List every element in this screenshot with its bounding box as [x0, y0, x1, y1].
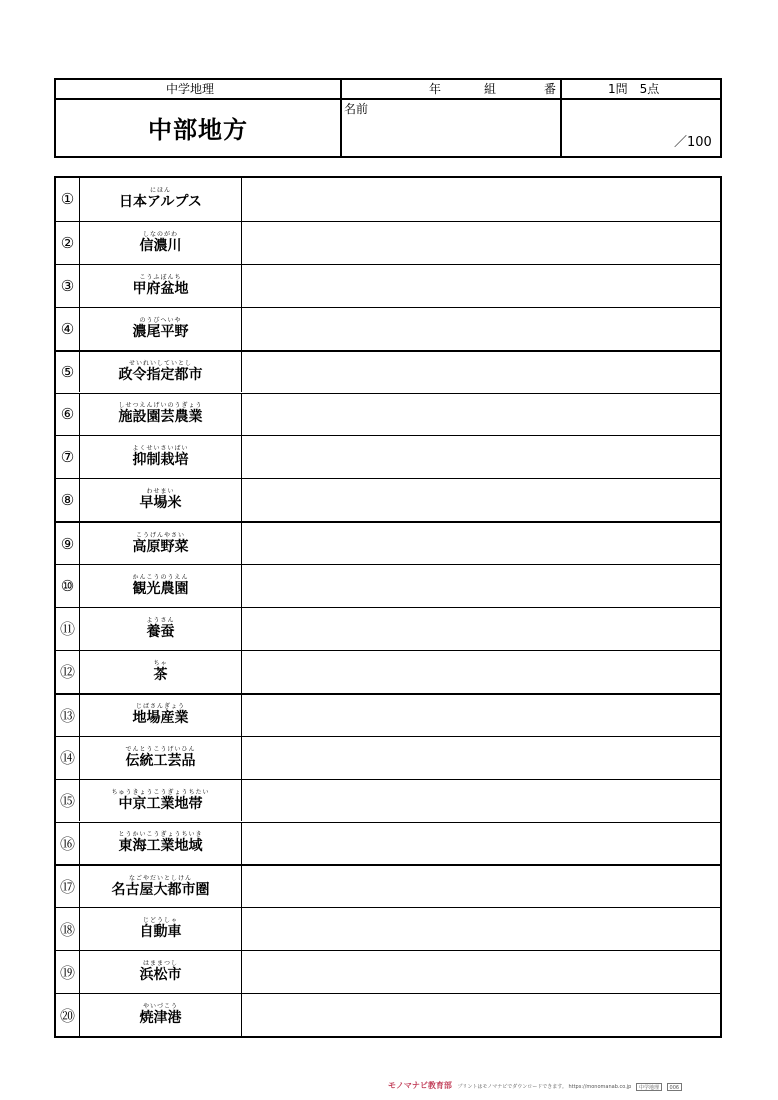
question-number: ⑱: [56, 908, 80, 950]
term-furigana: やいづこう: [142, 1003, 178, 1011]
question-number: ⑩: [56, 565, 80, 607]
question-term: [80, 178, 242, 221]
answer-field[interactable]: [242, 780, 720, 822]
term-text: 伝統工芸品: [125, 752, 196, 769]
term-furigana: ちゃ: [153, 659, 168, 667]
points-label: 1問 5点: [608, 82, 660, 96]
answer-field[interactable]: [242, 565, 720, 607]
question-row: [56, 478, 720, 521]
question-row: [56, 950, 720, 993]
answer-field[interactable]: [242, 308, 720, 350]
answer-field[interactable]: [242, 394, 720, 436]
answer-field[interactable]: [242, 479, 720, 521]
question-row: [56, 650, 720, 693]
term-text: 地場産業: [132, 710, 189, 727]
footer: [388, 1082, 778, 1096]
term-text: 自動車: [139, 924, 182, 941]
worksheet-title: 中部地方: [148, 115, 248, 144]
number-label: 番: [544, 82, 557, 96]
answer-field[interactable]: [242, 994, 720, 1036]
term-furigana: よくせいさいばい: [132, 445, 189, 453]
question-row: [56, 435, 720, 478]
answer-field[interactable]: [242, 651, 720, 693]
question-row: [56, 822, 720, 865]
question-term: [80, 565, 242, 607]
question-number: ⑦: [56, 436, 80, 478]
term-furigana: とうかいこうぎょうちいき: [118, 831, 203, 839]
question-term: [80, 523, 242, 564]
term-text: 施設園芸農業: [118, 409, 203, 426]
answer-field[interactable]: [242, 608, 720, 650]
question-number: ⑧: [56, 479, 80, 521]
question-term: [80, 308, 242, 350]
question-row: [56, 993, 720, 1036]
question-row: [56, 221, 720, 264]
term-text: 日本アルプス: [119, 194, 202, 211]
question-number: ⑥: [56, 394, 80, 436]
question-term: [80, 352, 242, 393]
question-term: [80, 908, 242, 950]
subject-label: 中学地理: [166, 82, 215, 96]
question-row: [56, 178, 720, 221]
year-label: 年: [429, 82, 442, 96]
question-term: [80, 951, 242, 993]
answer-field[interactable]: [242, 265, 720, 307]
question-row: [56, 693, 720, 736]
term-text: 政令指定都市: [118, 367, 203, 384]
term-text: 東海工業地域: [118, 838, 203, 855]
question-row: [56, 307, 720, 350]
footer-box-2: 006: [667, 1083, 683, 1091]
term-text: 名古屋大都市圏: [111, 881, 210, 898]
max-score-label: ／100: [674, 135, 712, 150]
term-text: 抑制栽培: [132, 452, 189, 469]
term-furigana: わせまい: [146, 488, 175, 496]
term-text: 茶: [153, 666, 168, 683]
question-number: ⑯: [56, 823, 80, 865]
term-text: 濃尾平野: [132, 323, 189, 340]
name-field[interactable]: [342, 100, 560, 156]
term-furigana: ようさん: [146, 616, 175, 624]
term-furigana: のうびへいや: [139, 316, 182, 324]
term-furigana: しせつえんげいのうぎょう: [118, 402, 203, 410]
term-furigana: じばさんぎょう: [135, 703, 185, 711]
question-number: ⑳: [56, 994, 80, 1036]
question-number: ⑬: [56, 695, 80, 736]
question-term: [80, 780, 242, 822]
term-furigana: しなのがわ: [142, 230, 178, 238]
term-text: 焼津港: [139, 1010, 182, 1027]
worksheet-header: [54, 78, 722, 158]
term-furigana: こうふぼんち: [139, 273, 182, 281]
question-row: [56, 907, 720, 950]
question-row: [56, 350, 720, 393]
term-furigana: にほん: [149, 187, 171, 195]
question-term: [80, 866, 242, 907]
question-term: [80, 823, 242, 865]
term-furigana: じどうしゃ: [142, 917, 178, 925]
question-term: [80, 737, 242, 779]
question-number: ⑭: [56, 737, 80, 779]
question-row: [56, 521, 720, 564]
class-label: 組: [484, 82, 497, 96]
answer-field[interactable]: [242, 222, 720, 264]
answer-field[interactable]: [242, 695, 720, 736]
term-furigana: なごやだいとしけん: [128, 874, 192, 882]
question-row: [56, 264, 720, 307]
term-text: 甲府盆地: [132, 280, 189, 297]
term-furigana: はままつし: [142, 960, 178, 968]
question-number: ⑰: [56, 866, 80, 907]
term-text: 浜松市: [139, 967, 182, 984]
question-number: ②: [56, 222, 80, 264]
answer-field[interactable]: [242, 178, 720, 221]
name-label: 名前: [344, 102, 369, 116]
term-furigana: でんとうこうげいひん: [125, 745, 196, 753]
answer-field[interactable]: [242, 908, 720, 950]
answer-field[interactable]: [242, 436, 720, 478]
answer-field[interactable]: [242, 866, 720, 907]
term-furigana: かんこうのうえん: [132, 574, 189, 582]
question-term: [80, 479, 242, 521]
footer-text: プリントはモノマナビでダウンロードできます。 https://monomanab.co.jp: [457, 1084, 632, 1090]
question-term: [80, 222, 242, 264]
question-row: [56, 736, 720, 779]
term-text: 観光農園: [132, 581, 189, 598]
question-term: [80, 651, 242, 693]
question-term: [80, 994, 242, 1036]
question-number: ⑤: [56, 352, 80, 393]
question-term: [80, 436, 242, 478]
question-row: [56, 864, 720, 907]
question-number: ④: [56, 308, 80, 350]
question-term: [80, 695, 242, 736]
footer-brand: モノマナビ教育部: [388, 1081, 452, 1090]
question-number: ⑮: [56, 780, 80, 822]
answer-field[interactable]: [242, 951, 720, 993]
question-number: ⑲: [56, 951, 80, 993]
question-term: [80, 608, 242, 650]
question-table: [54, 176, 722, 1038]
answer-field[interactable]: [242, 523, 720, 564]
term-furigana: こうげんやさい: [135, 531, 185, 539]
answer-field[interactable]: [242, 823, 720, 865]
footer-box-1: 中学地理: [636, 1083, 662, 1091]
answer-field[interactable]: [242, 737, 720, 779]
term-text: 中京工業地帯: [118, 795, 203, 812]
question-row: [56, 779, 720, 822]
question-number: ①: [56, 178, 80, 221]
question-term: [80, 394, 242, 436]
question-term: [80, 265, 242, 307]
question-number: ⑪: [56, 608, 80, 650]
question-row: [56, 564, 720, 607]
term-furigana: せいれいしていとし: [128, 360, 192, 368]
question-row: [56, 393, 720, 436]
question-row: [56, 607, 720, 650]
term-text: 早場米: [139, 495, 182, 512]
question-number: ⑫: [56, 651, 80, 693]
question-number: ⑨: [56, 523, 80, 564]
term-text: 養蚕: [146, 623, 175, 640]
question-number: ③: [56, 265, 80, 307]
term-furigana: ちゅうきょうこうぎょうちたい: [111, 788, 210, 796]
term-text: 信濃川: [139, 237, 182, 254]
answer-field[interactable]: [242, 352, 720, 393]
term-text: 高原野菜: [132, 538, 189, 555]
